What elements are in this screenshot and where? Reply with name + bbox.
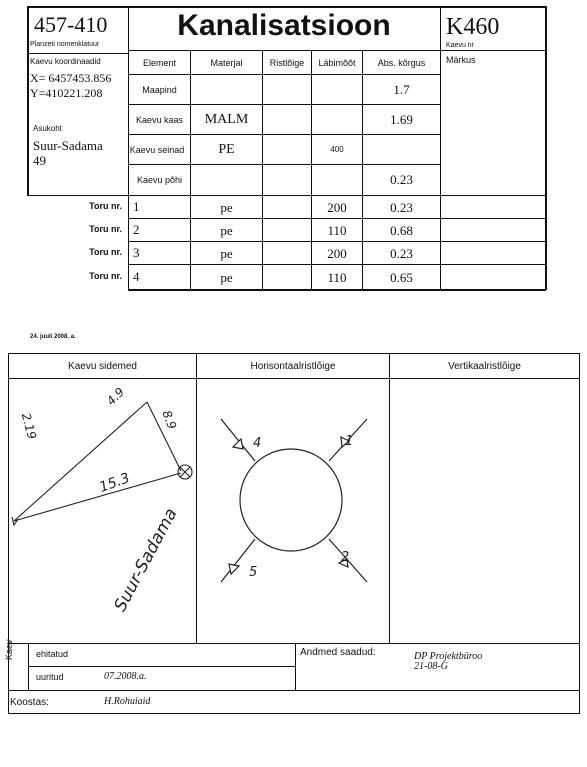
pipe-label-3: Toru nr. — [89, 247, 122, 257]
pipe-labimoot-4: 110 — [327, 269, 347, 285]
pipe-materjal-2: pe — [220, 222, 233, 238]
pipe-label-4-sketch: 4 — [253, 436, 262, 451]
sheet-label: Planzeti nomenklatuur — [30, 41, 100, 48]
pipe-labimoot-1: 200 — [327, 199, 347, 215]
pipe-korgus-1: 0.23 — [390, 199, 413, 215]
author-label: Koostas: — [10, 697, 49, 708]
section-vertikaal: Vertikaalristlõige — [448, 361, 521, 372]
pipe-labimoot-3: 200 — [327, 245, 347, 261]
pipe-nr-2: 2 — [133, 222, 140, 237]
element-row-4: Kaevu põhi — [136, 175, 183, 185]
korgus-row-2: 1.69 — [390, 111, 413, 127]
col-header-element: Element — [142, 57, 177, 68]
data-from-value: DP Projektbüroo — [414, 651, 483, 662]
surveyed-value: 07.2008.a. — [104, 671, 147, 682]
data-from-code: 21-08-G — [414, 661, 448, 672]
pipe-label-2-sketch: 2 — [341, 550, 350, 565]
sketch-label-b: 4.9 — [103, 384, 128, 409]
coord-y: Y=410221.208 — [30, 86, 103, 100]
col-header-labimoot: Läbimõõt — [318, 57, 356, 68]
labimoot-row-3: 400 — [330, 145, 344, 154]
element-row-1: Maapind — [142, 84, 177, 95]
pipe-labimoot-2: 110 — [327, 222, 347, 238]
element-row-3: Kaevu seinad — [129, 144, 185, 155]
col-header-materjal: Materjal — [210, 57, 243, 68]
coord-x: X= 6457453.856 — [30, 71, 112, 85]
sketch-label-c: 8.9 — [159, 408, 180, 432]
pipe-materjal-4: pe — [220, 269, 233, 285]
pipe-nr-4: 4 — [133, 269, 140, 284]
materjal-row-2: MALM — [204, 111, 249, 127]
pipe-nr-1: 1 — [133, 199, 140, 214]
pipe-label-1: Toru nr. — [89, 201, 122, 211]
surveyed-label: uuritud — [36, 672, 64, 682]
materjal-row-3: PE — [218, 141, 235, 157]
korgus-row-1: 1.7 — [393, 81, 410, 97]
element-row-2: Kaevu kaas — [135, 114, 184, 125]
data-from-label: Andmed saadud: — [300, 647, 376, 658]
pipe-materjal-1: pe — [220, 199, 233, 215]
pipe-label-5-sketch: 5 — [249, 565, 258, 580]
pipe-label-2: Toru nr. — [89, 224, 122, 234]
sketch-label-d: 15.3 — [97, 470, 132, 496]
col-header-ristloige: Ristlõige — [269, 57, 305, 68]
pipe-korgus-2: 0.68 — [390, 222, 413, 238]
pipe-materjal-3: pe — [220, 245, 233, 261]
pipe-korgus-4: 0.65 — [390, 269, 413, 285]
location: Suur-Sadama — [33, 138, 103, 153]
remarks-header: Märkus — [446, 55, 476, 65]
sheet-number: 457-410 — [34, 12, 108, 37]
street-label: Suur-Sadama — [110, 504, 182, 615]
pipe-korgus-3: 0.23 — [390, 245, 413, 261]
pipe-line-4 — [221, 419, 255, 461]
well-id: K460 — [446, 14, 500, 40]
author-value: H.Rohuiaid — [104, 696, 151, 707]
col-header-korgus: Abs. kõrgus — [377, 57, 426, 68]
built-label: ehitatud — [36, 649, 69, 659]
page-title: Kanalisatsioon — [177, 9, 391, 42]
well-ties-sketch — [9, 379, 196, 642]
pipe-label-4: Toru nr. — [89, 271, 122, 281]
sketch-label-a: 2.19 — [18, 411, 40, 441]
pipe-label-1-sketch: 1 — [345, 434, 354, 449]
section-kaevu-sidemed: Kaevu sidemed — [68, 361, 137, 372]
horizontal-section-sketch — [197, 379, 389, 642]
coords-label: Kaevu koordinaadid — [30, 57, 101, 66]
footer-side-label: Kaev — [4, 639, 14, 660]
section-horisontaal: Horisontaalristlõige — [250, 361, 336, 372]
location-number: 49 — [33, 153, 46, 168]
well-circle — [240, 449, 342, 551]
korgus-row-4: 0.23 — [390, 172, 413, 187]
date-note: 24. juuli 2008. a. — [30, 334, 76, 340]
well-label: Kaevu nr — [446, 42, 475, 49]
location-label: Asukoht — [33, 124, 62, 133]
pipe-nr-3: 3 — [133, 245, 140, 260]
